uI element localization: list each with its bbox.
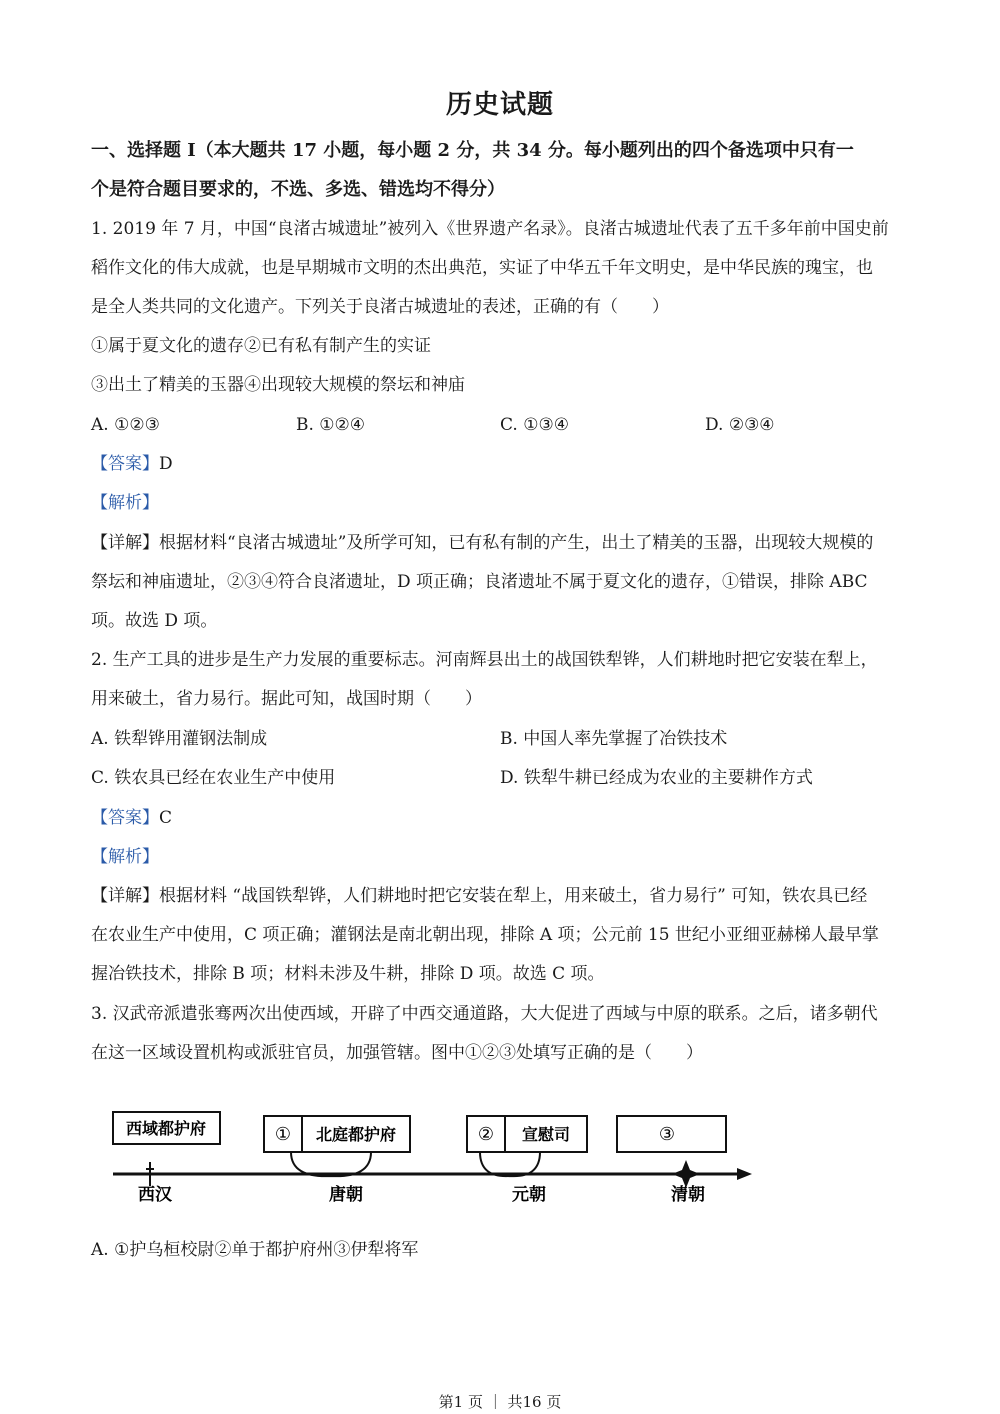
era-qing: 清朝 bbox=[671, 1185, 705, 1205]
q3-option-a: A. ①护乌桓校尉②单于都护府州③伊犁将军 bbox=[91, 1240, 419, 1260]
q2-detail-text1: 根据材料 “战国铁犁铧，人们耕地时把它安装在犁上，用来破土，省力易行” 可知，铁农具已经 bbox=[159, 886, 868, 906]
tick-qing bbox=[672, 1160, 700, 1188]
timeline-arrow-icon bbox=[737, 1168, 752, 1180]
box-xiyu-duhufu-label: 西域都护府 bbox=[125, 1119, 207, 1138]
page-footer: 第1 页 ｜ 共16 页 bbox=[438, 1393, 562, 1411]
section-heading-line2: 个是符合题目要求的，不选、多选、错选均不得分） bbox=[91, 179, 505, 200]
q1-item-line1: ①属于夏文化的遗存②已有私有制产生的实证 bbox=[91, 336, 431, 356]
q1-stem-line3: 是全人类共同的文化遗产。下列关于良渚古城遗址的表述，正确的有（ ） bbox=[91, 297, 669, 317]
q1-detail-text1: 根据材料“良渚古城遗址”及所学可知，已有私有制的产生，出土了精美的玉器，出现较大规模的 bbox=[159, 533, 874, 553]
q1-answer-value: D bbox=[159, 454, 173, 474]
q3-stem-line1: 3. 汉武帝派遣张骞两次出使西域，开辟了中西交通道路，大大促进了西域与中原的联系。之后，诸多朝代 bbox=[91, 1004, 878, 1024]
q1-option-d: D. ②③④ bbox=[705, 415, 775, 435]
era-yuan: 元朝 bbox=[512, 1185, 546, 1205]
page-title: 历史试题 bbox=[445, 90, 554, 120]
q1-option-a: A. ①②③ bbox=[91, 415, 160, 435]
era-tang: 唐朝 bbox=[329, 1185, 363, 1205]
q2-detail-line1 bbox=[91, 884, 916, 908]
q1-option-c: C. ①③④ bbox=[500, 415, 569, 435]
q2-analysis bbox=[91, 845, 916, 869]
era-xihan: 西汉 bbox=[138, 1185, 172, 1205]
q2-option-d: D. 铁犁牛耕已经成为农业的主要耕作方式 bbox=[500, 768, 813, 788]
q2-stem-line1: 2. 生产工具的进步是生产力发展的重要标志。河南辉县出土的战国铁犁铧，人们耕地时把它安装在犁上， bbox=[91, 650, 878, 670]
analysis-label: 【解析】 bbox=[91, 493, 159, 513]
mark-1-label: ① bbox=[274, 1124, 292, 1145]
q2-option-b: B. 中国人率先掌握了冶铁技术 bbox=[500, 729, 728, 749]
q2-option-c: C. 铁农具已经在农业生产中使用 bbox=[91, 768, 336, 788]
q2-answer bbox=[91, 806, 916, 830]
q2-detail-line2: 在农业生产中使用，C 项正确；灌钢法是南北朝出现，排除 A 项；公元前 15 世纪小亚细亚赫梯人最早掌 bbox=[91, 925, 879, 945]
q3-timeline-diagram bbox=[0, 1100, 1000, 1210]
answer-label: 【答案】 bbox=[91, 454, 159, 474]
detail-label: 【详解】 bbox=[91, 533, 159, 553]
mark-2-label: ② bbox=[477, 1124, 495, 1145]
section-heading-line1: 一、选择题 I（本大题共 17 小题，每小题 2 分，共 34 分。每小题列出的四个备选项中只有一 bbox=[91, 140, 854, 161]
q1-detail-line2: 祭坛和神庙遗址，②③④符合良渚遗址，D 项正确；良渚遗址不属于夏文化的遗存，①错误，排除 ABC bbox=[91, 572, 868, 592]
box-xuanweisi-label: 宣慰司 bbox=[521, 1125, 571, 1144]
answer-label: 【答案】 bbox=[91, 808, 159, 828]
q1-answer bbox=[91, 452, 916, 476]
analysis-label: 【解析】 bbox=[91, 847, 159, 867]
q1-stem-line2: 稻作文化的伟大成就，也是早期城市文明的杰出典范，实证了中华五千年文明史，是中华民族的瑰宝，也 bbox=[91, 258, 873, 278]
mark-3-label: ③ bbox=[658, 1124, 676, 1145]
q1-detail-line3: 项。故选 D 项。 bbox=[91, 611, 218, 631]
q2-option-a: A. 铁犁铧用灌钢法制成 bbox=[91, 729, 268, 749]
q2-detail-line3: 握冶铁技术，排除 B 项；材料未涉及牛耕，排除 D 项。故选 C 项。 bbox=[91, 964, 605, 984]
detail-label: 【详解】 bbox=[91, 886, 159, 906]
q1-stem-line1: 1. 2019 年 7 月，中国“良渚古城遗址”被列入《世界遗产名录》。良渚古城遗址代表了五千多年前中国史前 bbox=[91, 219, 889, 239]
box-beiting-duhufu-label: 北庭都护府 bbox=[315, 1125, 397, 1144]
q3-stem-line2: 在这一区域设置机构或派驻官员，加强管辖。图中①②③处填写正确的是（ ） bbox=[91, 1043, 703, 1063]
q2-answer-value: C bbox=[159, 808, 173, 828]
q1-detail-line1 bbox=[91, 531, 916, 555]
q2-stem-line2: 用来破土，省力易行。据此可知，战国时期（ ） bbox=[91, 689, 482, 709]
q1-analysis bbox=[91, 491, 916, 515]
q1-option-b: B. ①②④ bbox=[296, 415, 366, 435]
q1-item-line2: ③出土了精美的玉器④出现较大规模的祭坛和神庙 bbox=[91, 375, 465, 395]
